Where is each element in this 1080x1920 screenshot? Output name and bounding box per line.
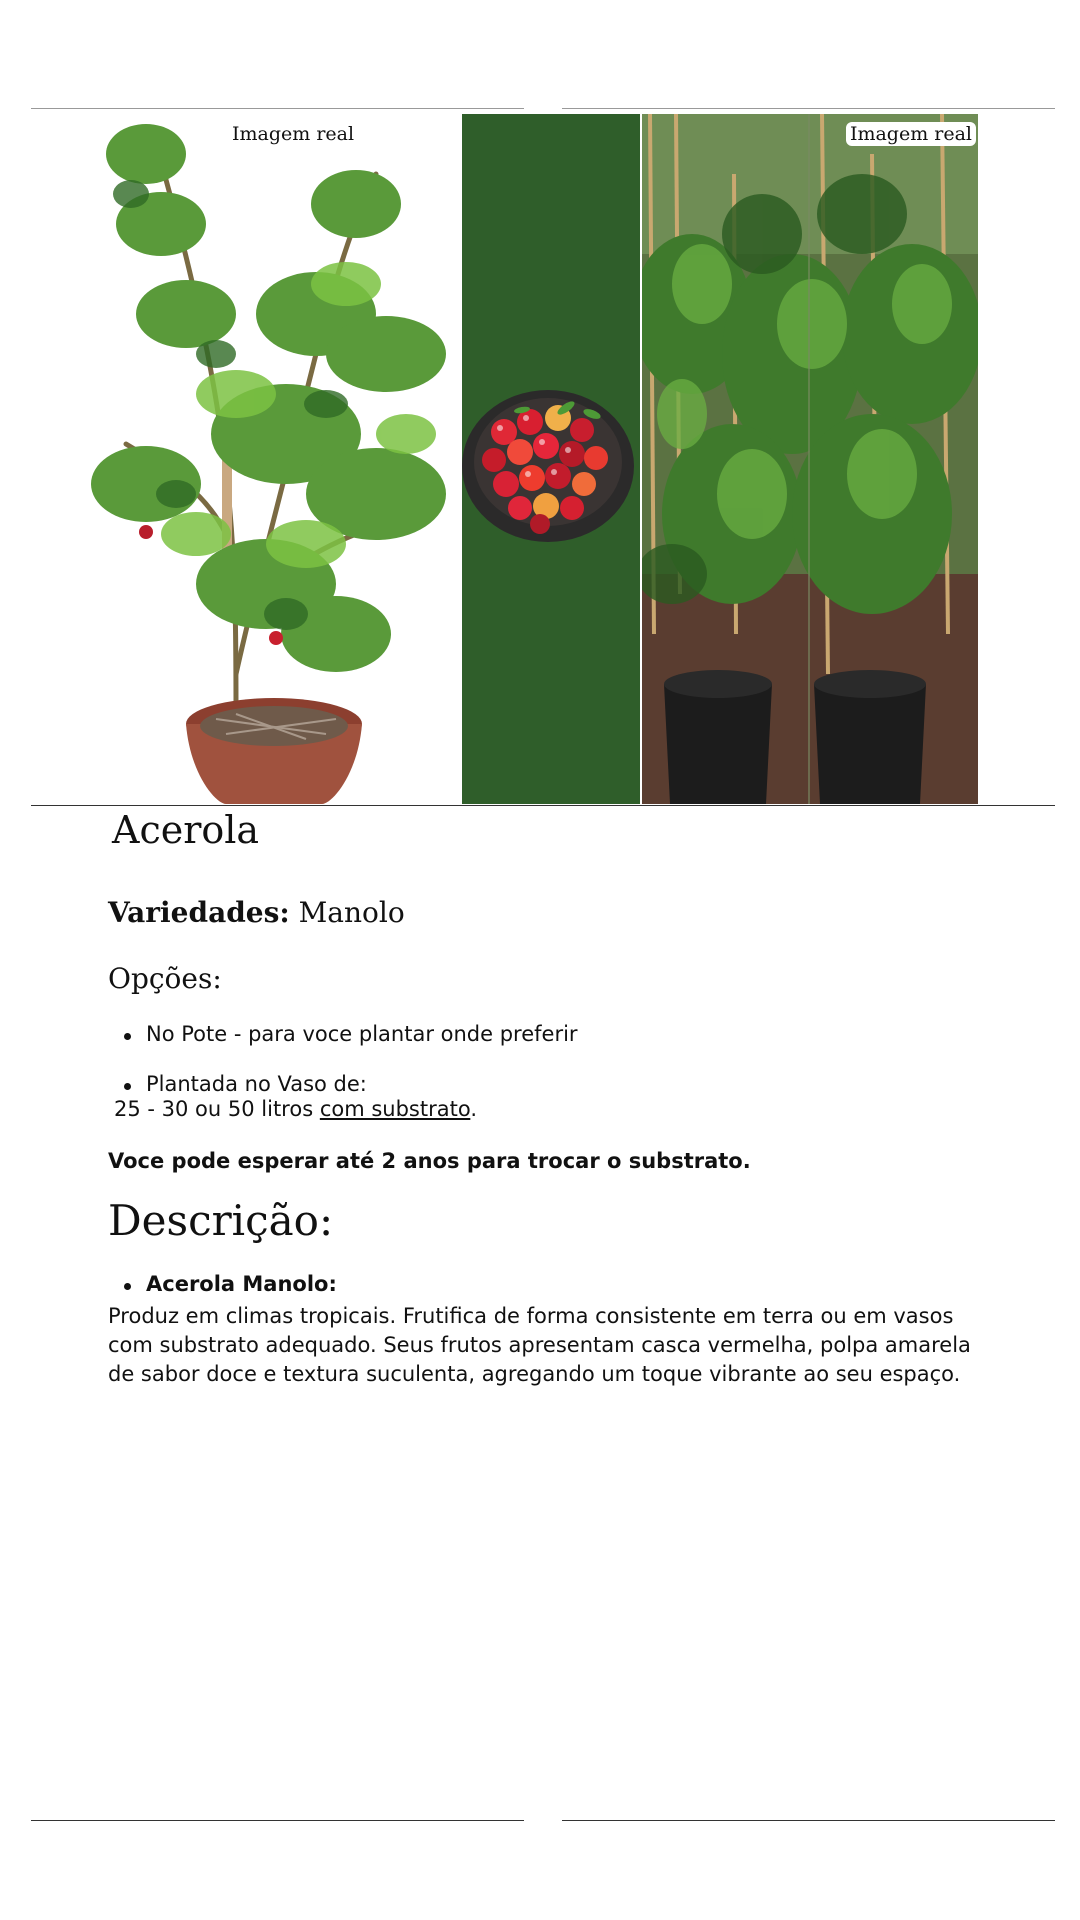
plant-illustration (86, 114, 460, 804)
options-list (108, 1022, 578, 1046)
description-heading: Descrição: (108, 1196, 334, 1245)
variety-value: Manolo (298, 896, 405, 929)
description-list (108, 1272, 337, 1296)
description-item-title-text: Acerola Manolo: (146, 1272, 337, 1296)
vase-sizes-prefix: 25 - 30 ou 50 litros (114, 1097, 320, 1121)
nursery-illustration (642, 114, 978, 804)
nursery-photo (642, 114, 978, 804)
real-image-tag-right: Imagem real (846, 122, 976, 146)
option-vase: Plantada no Vaso de: (108, 1072, 367, 1096)
substrate-note: Voce pode esperar até 2 anos para trocar o substrato. (108, 1149, 751, 1173)
fruit-bowl-illustration (462, 114, 640, 804)
product-title: Acerola (112, 808, 260, 852)
vase-sizes-suffix: . (470, 1097, 478, 1121)
options-heading: Opções: (108, 962, 222, 995)
option-pot: No Pote - para voce plantar onde preferir (108, 1022, 578, 1046)
bottom-rule-right (562, 1820, 1055, 1821)
photo-bottom-rule (31, 805, 1055, 806)
fruit-bowl-banner (462, 114, 640, 804)
bottom-rule-left (31, 1820, 524, 1821)
top-rule-left (31, 108, 524, 109)
variety-label: Variedades: (108, 896, 290, 929)
plant-photo (86, 114, 460, 804)
variety-line (108, 896, 405, 929)
top-rule-right (562, 108, 1055, 109)
substrate-link[interactable]: com substrato (319, 1097, 471, 1121)
vase-sizes (114, 1097, 477, 1121)
description-body: Produz em climas tropicais. Frutifica de forma consistente em terra ou em vasos com substrato adequado. Seus frutos apresentam casca vermelha, polpa amarela de sabor doce e textura suculenta, agregando um toque vibrante ao seu espaço. (108, 1304, 971, 1386)
description-item-title (108, 1272, 337, 1296)
options-list-2 (108, 1072, 367, 1096)
real-image-tag-left: Imagem real (228, 122, 358, 146)
